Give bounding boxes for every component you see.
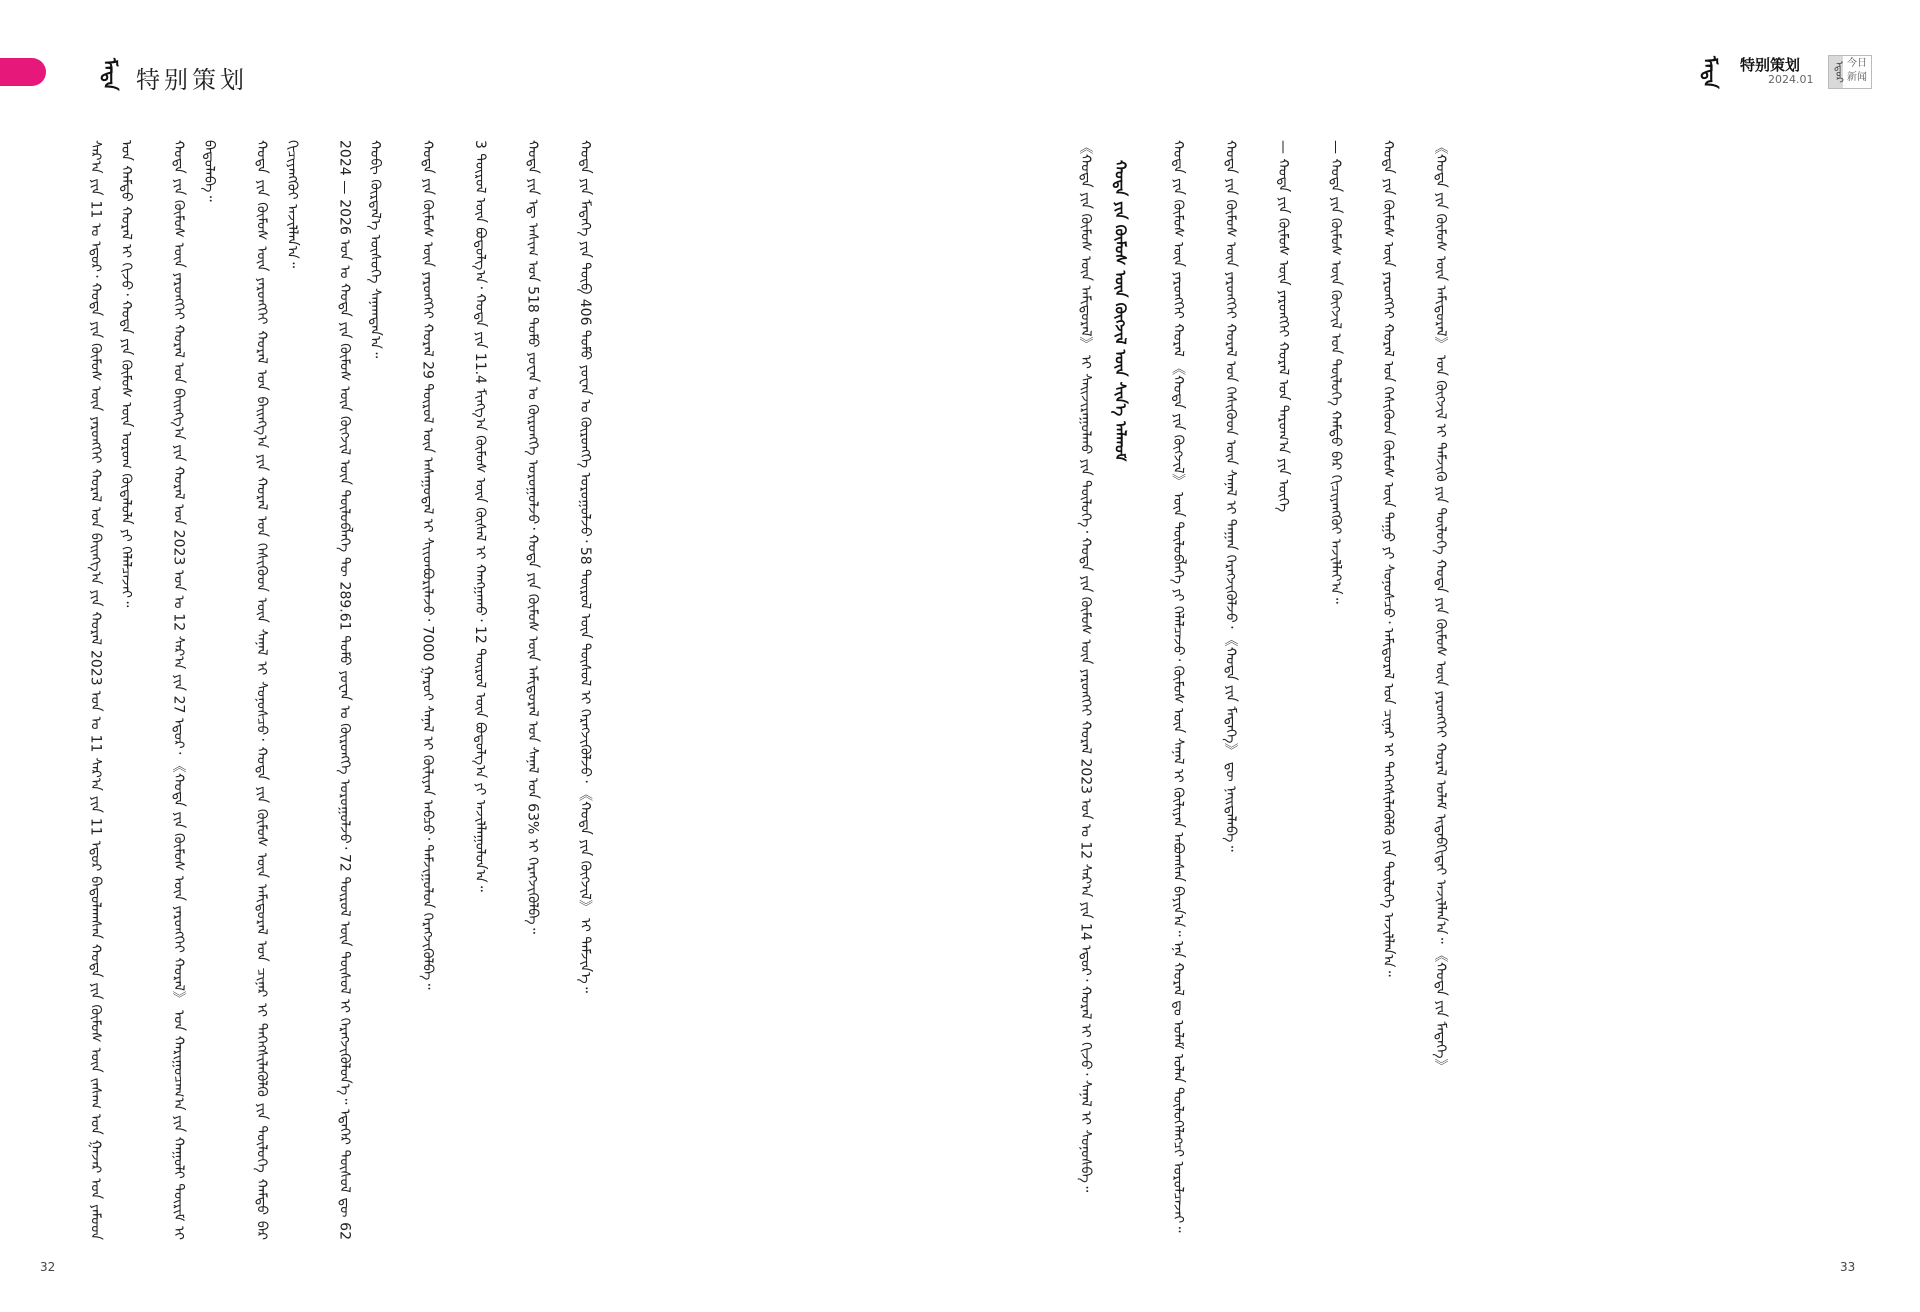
- header-mongol-mark: ᠮᠡᠳᠡ: [99, 58, 120, 91]
- left-text-area: [80, 140, 880, 1240]
- logo-mongol-text: ᠡᠳᠦᠷ: [1829, 56, 1843, 88]
- page-number: 33: [1840, 1260, 1856, 1274]
- text-column: ᠬᠤᠲᠠ ᠶᠢᠨ ᠬᠦᠮᠦᠰ ᠦᠨ ᠶᠡᠷᠦᠩᠬᠡᠢ ᠬᠤᠷᠠᠯ 《ᠬᠤᠲᠠ ᠶᠢᠨ ᠬᠥᠭᠵᠢᠯ》 ᠦᠨ ᠲᠥᠯᠥᠪᠯᠡᠭᠡ ᠶᠢ ᠬᠡᠯᠡᠯᠴᠡᠵᠦ᠂ ᠬᠦᠮᠦᠰ ᠦᠨ ᠰᠠᠨᠠᠯ ᠢ ᠬᠦᠯᠢᠶᠡᠨ ᠠᠪᠤᠭᠰᠠᠨ ᠪᠠᠶᠢᠨ᠎ᠠ᠃ ᠡᠨᠡ ᠬᠤᠷᠠᠯ ᠳᠤ ᠤᠯᠠᠮ ᠣᠯᠠᠨ ᠲᠥᠯᠥᠭᠡᠯᠡᠭᠴᠢ ᠣᠷᠤᠯᠴᠠᠵᠠᠢ᠃: [1170, 140, 1186, 1233]
- text-column: 《ᠬᠤᠲᠠ ᠶᠢᠨ ᠬᠦᠮᠦᠰ ᠦᠨ ᠠᠮᠢᠳᠤᠷᠠᠯ》 ᠤᠨ ᠬᠥᠭᠵᠢᠯ ᠢ ᠳᠡᠮᠵᠢᠬᠦ ᠶᠢᠨ ᠲᠥᠯᠥᠭᠡ ᠬᠤᠲᠠ ᠶᠢᠨ ᠬᠦᠮᠦᠰ ᠦᠨ ᠶᠡᠷᠦᠩᠬᠡᠢ ᠬᠤᠷᠠᠯ ᠤᠯᠠᠮ ᠢᠳᠡᠪᠬᠢᠲᠡᠢ ᠠᠵᠢᠯᠯᠠᠨ᠎ᠠ᠃ 《ᠬᠤᠲᠠ ᠶᠢᠨ ᠮᠡᠳᠡᠭᠡ》: [1432, 140, 1449, 1073]
- issue-date: 2024.01: [1768, 73, 1814, 86]
- text-column: ᠬᠤᠲᠠ ᠶᠢᠨ ᠬᠦᠮᠦᠰ ᠦᠨ ᠶᠡᠷᠦᠩᠬᠡᠢ ᠬᠤᠷᠠᠯ ᠤᠨ ᠭᠡᠰᠢᠭᠦᠳ ᠦᠨ ᠰᠠᠨᠠᠯ ᠢ ᠳᠠᠭᠠᠨ ᠬᠡᠷᠡᠭᠵᠢᠭᠦᠯᠵᠦ᠂ 《ᠬᠤᠲᠠ ᠶᠢᠨ ᠮᠡᠳᠡᠭᠡ》 ᠳᠦ ᠨᠡᠢᠲᠡᠯᠡᠪᠡ᠃: [1222, 140, 1239, 852]
- text-column: ᠬᠤᠲᠠ ᠶᠢᠨ ᠬᠦᠮᠦᠰ ᠦᠨ ᠶᠡᠷᠦᠩᠬᠡᠢ ᠬᠤᠷᠠᠯ 29 ᠲᠦᠷᠦᠯ ᠦᠨ ᠠᠰᠠᠭᠤᠳᠠᠯ ᠢ ᠰᠢᠢᠳᠪᠦᠷᠢᠯᠡᠵᠦ᠂ 7000 ᠭᠠᠷᠤᠢ ᠰᠠᠨᠠᠯ ᠢ ᠬᠦᠯᠢᠶᠡᠨ ᠠᠪᠴᠤ᠂ ᠳᠠᠮᠵᠢᠭᠤᠯᠤᠨ ᠬᠡᠷᠡᠭᠵᠢᠭᠦᠯᠪᠡ᠃: [419, 140, 436, 990]
- quote-attribution: — ᠬᠤᠲᠠ ᠶᠢᠨ ᠬᠦᠮᠦᠰ ᠦᠨ ᠬᠥᠭᠵᠢᠯ ᠤᠨ ᠲᠥᠯᠥᠭᠡ ᠬᠠᠮᠲᠤ ᠪᠠᠷ ᠬᠢᠴᠢᠶᠡᠩᠭᠦᠢ ᠠᠵᠢᠯᠯᠠᠶ᠎ᠠ᠃: [1327, 140, 1344, 604]
- logo-chinese-text: [1843, 56, 1871, 88]
- article-subheading: ᠬᠤᠲᠠ ᠶᠢᠨ ᠬᠦᠮᠦᠰ ᠦᠨ ᠬᠥᠭᠵᠢᠯ ᠦᠨ ᠰᠢᠨ᠎ᠡ ᠠᠯᠬᠤᠮ: [1111, 160, 1130, 462]
- publication-logo: [1828, 55, 1872, 89]
- quote-attribution: — ᠬᠤᠲᠠ ᠶᠢᠨ ᠬᠦᠮᠦᠰ ᠦᠨ ᠶᠡᠷᠦᠩᠬᠡᠢ ᠬᠤᠷᠠᠯ ᠤᠨ ᠳᠠᠷᠤᠭ᠎ᠠ ᠶᠢᠨ ᠦᠭᠡ: [1275, 140, 1291, 513]
- logo-text-line: 今日: [1847, 58, 1867, 69]
- text-column: 2024 — 2026 ᠤᠨ ᠤ ᠬᠤᠲᠠ ᠶᠢᠨ ᠬᠦᠮᠦᠰ ᠦᠨ ᠬᠥᠭᠵᠢᠯ ᠦᠨ ᠲᠥᠯᠥᠪᠯᠡᠭᠡ ᠲᠦ 289.61 ᠲᠤᠮᠤ ᠶᠤᠸᠠᠨ ᠤ ᠬᠥᠷᠥᠩᠭᠡ ᠣᠷᠤᠭᠤᠯᠵᠤ᠂ 72 ᠲᠦᠷᠦᠯ ᠦᠨ ᠲᠥᠰᠥᠯ ᠢ ᠬᠡᠷᠡᠭᠵᠢᠭᠦᠯᠦᠨ᠎ᠡ᠃ ᠡᠳᠡᠭᠡᠷ ᠲᠥᠰᠥᠯ ᠳᠦ 62 ᠬᠤᠪᠢ ᠬᠦᠷᠲᠡᠯ᠎ᠡ ᠥᠰᠦᠭᠡ ᠰᠠᠨᠠᠭᠳᠠᠨ᠎ᠠ᠃: [336, 140, 383, 1240]
- text-column: ᠰᠠᠷ᠎ᠠ ᠶᠢᠨ 11 ᠤ ᠡᠳᠦᠷ᠂ ᠬᠤᠲᠠ ᠶᠢᠨ ᠬᠦᠮᠦᠰ ᠦᠨ ᠶᠡᠷᠦᠩᠬᠡᠢ ᠬᠤᠷᠠᠯ ᠤᠨ ᠪᠠᠢᠩᠭ᠎ᠠ ᠶᠢᠨ ᠬᠤᠷᠠᠯ 2023 ᠤᠨ ᠤ 11 ᠰᠠᠷ᠎ᠠ ᠶᠢᠨ 11 ᠡᠳᠦᠷ ᠪᠠᠳᠤᠯᠠᠭᠰᠠᠨ ᠬᠤᠲᠠ ᠶᠢᠨ ᠬᠦᠮᠦᠰ ᠦᠨ ᠵᠠᠰᠠᠭ ᠤᠨ ᠭᠠᠵᠠᠷ ᠤᠨ ᠶᠠᠮᠤᠳ ᠤᠨ ᠬᠠᠮᠲᠤ ᠬᠤᠷᠠᠯ ᠢ ᠬᠢᠵᠦ᠂ ᠬᠤᠲᠠ ᠶᠢᠨ ᠬᠦᠮᠦᠰ ᠦᠨ ᠤᠷᠤᠬ ᠬᠦᠳᠡᠯᠦᠯᠡ ᠶᠢ ᠬᠡᠯᠡᠯᠴᠡᠵᠡᠢ᠃: [87, 140, 134, 1240]
- text-column: ᠬᠤᠲᠠ ᠶᠢᠨ ᠬᠦᠮᠦᠰ ᠦᠨ ᠶᠡᠷᠦᠩᠬᠡᠢ ᠬᠤᠷᠠᠯ ᠤᠨ ᠪᠠᠢᠩᠭ᠎ᠠ ᠶᠢᠨ ᠬᠤᠷᠠᠯ ᠤᠨ 2023 ᠤᠨ ᠤ 12 ᠰᠠᠷ᠎ᠠ ᠶᠢᠨ 27 ᠡᠳᠦᠷ᠂ 《ᠬᠤᠲᠠ ᠶᠢᠨ ᠬᠦᠮᠦᠰ ᠦᠨ ᠶᠡᠷᠦᠩᠬᠡᠢ ᠬᠤᠷᠠᠯ》 ᠤᠨ ᠬᠠᠷᠢᠭᠤᠴᠠᠭ᠎ᠠ ᠶᠢᠨ ᠬᠠᠭᠤᠯᠢ ᠳᠦᠷᠢᠮ ᠢ ᠪᠠᠲᠤᠯᠠᠪᠠ᠃: [170, 140, 217, 1240]
- section-title: 特别策划: [136, 66, 248, 94]
- page-number: 32: [40, 1260, 56, 1274]
- text-column: 3 ᠲᠦᠷᠦᠯ ᠦᠨ ᠪᠣᠳᠣᠯᠭ᠎ᠠ᠂ ᠬᠤᠲᠠ ᠶᠢᠨ 11.4 ᠮᠢᠩᠭ᠎ᠠ ᠬᠦᠮᠦᠰ ᠦᠨ ᠬᠦᠰᠡᠯ ᠢ ᠬᠠᠩᠭᠠᠬᠤ᠂ 12 ᠲᠦᠷᠦᠯ ᠦᠨ ᠪᠣᠳᠣᠯᠭ᠎ᠠ ᠶᠢ ᠠᠵᠢᠯᠯᠠᠭᠤᠯᠤᠨ᠎ᠠ᠃: [472, 140, 488, 892]
- right-text-area: [1070, 140, 1880, 1240]
- text-column: ᠬᠤᠲᠠ ᠶᠢᠨ ᠬᠦᠮᠦᠰ ᠦᠨ ᠶᠡᠷᠦᠩᠬᠡᠢ ᠬᠤᠷᠠᠯ ᠤᠨ ᠭᠡᠰᠢᠭᠦᠳ ᠬᠦᠮᠦᠰ ᠦᠨ ᠳᠠᠭᠤ ᠶᠢ ᠰᠣᠨᠣᠰᠴᠤ᠂ ᠠᠮᠢᠳᠤᠷᠠᠯ ᠤᠨ ᠴᠢᠨᠠᠷ ᠢ ᠳᠡᠭᠡᠭᠰᠢᠯᠡᠭᠦᠯᠬᠦ ᠶᠢᠨ ᠲᠥᠯᠥᠭᠡ ᠠᠵᠢᠯᠯᠠᠨ᠎ᠠ᠃: [1380, 140, 1396, 977]
- header-mongol-mark: ᠮᠡᠳᠡ: [1699, 56, 1720, 89]
- text-column: ᠬᠤᠲᠠ ᠶᠢᠨ ᠮᠡᠳᠡᠭᠡ ᠶᠢᠨ ᠲᠥᠪ 406 ᠲᠤᠮᠤ ᠶᠤᠸᠠᠨ ᠤ ᠬᠥᠷᠥᠩᠭᠡ ᠣᠷᠤᠭᠤᠯᠵᠤ᠂ 58 ᠲᠦᠷᠦᠯ ᠦᠨ ᠲᠥᠰᠥᠯ ᠢ ᠬᠡᠷᠡᠭᠵᠢᠭᠦᠯᠵᠦ᠂ 《ᠬᠤᠲᠠ ᠶᠢᠨ ᠬᠥᠭᠵᠢᠯ》 ᠢ ᠳᠡᠮᠵᠢᠨ᠎ᠡ᠃: [577, 140, 593, 993]
- text-column: ᠬᠤᠲᠠ ᠶᠢᠨ ᠬᠦᠮᠦᠰ ᠦᠨ ᠶᠡᠷᠦᠩᠬᠡᠢ ᠬᠤᠷᠠᠯ ᠤᠨ ᠪᠠᠢᠩᠭ᠎ᠠ ᠶᠢᠨ ᠬᠤᠷᠠᠯ ᠤᠨ ᠭᠡᠰᠢᠭᠦᠳ ᠦᠨ ᠰᠠᠨᠠᠯ ᠢ ᠰᠤᠨᠤᠰᠴᠤ᠂ ᠬᠤᠲᠠ ᠶᠢᠨ ᠬᠦᠮᠦᠰ ᠦᠨ ᠠᠮᠢᠳᠤᠷᠠᠯ ᠤᠨ ᠴᠢᠨᠠᠷ ᠢ ᠳᠡᠭᠡᠭᠰᠢᠯᠡᠭᠦᠯᠬᠦ ᠶᠢᠨ ᠲᠥᠯᠥᠭᠡ ᠬᠠᠮᠲᠤ ᠪᠠᠷ ᠬᠢᠴᠢᠶᠡᠩᠭᠦᠢ ᠠᠵᠢᠯᠯᠠᠨ᠎ᠠ᠃: [253, 140, 300, 1240]
- section-title: 特别策划: [1740, 56, 1801, 74]
- text-column: 《ᠬᠤᠲᠠ ᠶᠢᠨ ᠬᠦᠮᠦᠰ ᠦᠨ ᠠᠮᠢᠳᠤᠷᠠᠯ》 ᠢ ᠰᠠᠢᠵᠢᠷᠠᠭᠤᠯᠬᠤ ᠶᠢᠨ ᠲᠥᠯᠥᠭᠡ᠂ ᠬᠤᠲᠠ ᠶᠢᠨ ᠬᠦᠮᠦᠰ ᠦᠨ ᠶᠡᠷᠦᠩᠬᠡᠢ ᠬᠤᠷᠠᠯ 2023 ᠤᠨ ᠤ 12 ᠰᠠᠷ᠎ᠠ ᠶᠢᠨ 14 ᠡᠳᠦᠷ᠂ ᠬᠤᠷᠠᠯ ᠢ ᠬᠢᠵᠦ᠂ ᠰᠠᠨᠠᠯ ᠢ ᠰᠤᠨᠤᠰᠪᠠ᠃: [1077, 140, 1094, 1193]
- text-column: ᠬᠤᠲᠠ ᠶᠢᠨ ᠡᠳ᠋ ᠠᠰᠢᠭ ᠤᠨ 518 ᠲᠤᠮᠤ ᠶᠤᠸᠠᠨ ᠤ ᠬᠥᠷᠥᠩᠭᠡ ᠣᠷᠤᠭᠤᠯᠵᠤ᠂ ᠬᠤᠲᠠ ᠶᠢᠨ ᠬᠦᠮᠦᠰ ᠦᠨ ᠠᠮᠢᠳᠤᠷᠠᠯ ᠤᠨ ᠰᠠᠨᠠᠯ ᠤᠨ 63% ᠢ ᠬᠡᠷᠡᠭᠵᠢᠭᠦᠯᠪᠡ᠃: [524, 140, 541, 934]
- logo-text-line: 新闻: [1847, 72, 1867, 83]
- right-page: [960, 0, 1920, 1312]
- section-tab-marker: [0, 58, 46, 86]
